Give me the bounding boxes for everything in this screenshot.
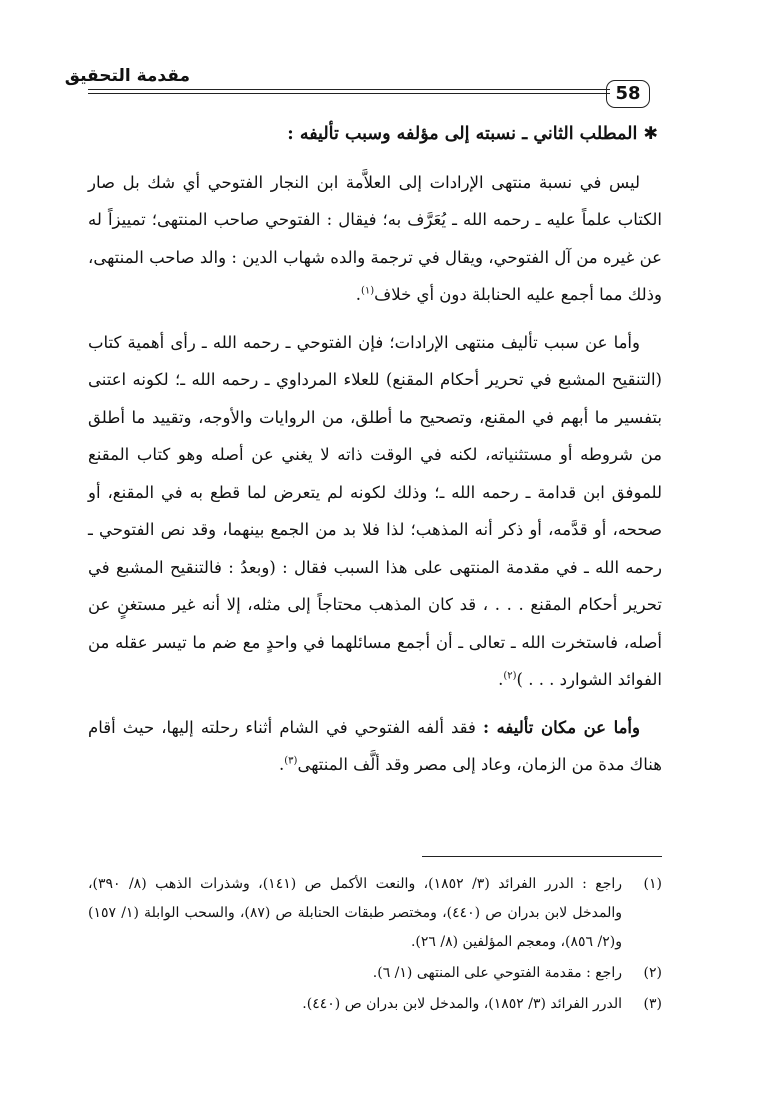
footnote-ref: (٢)	[503, 670, 517, 682]
section-heading	[88, 116, 662, 154]
footnote-number: (٣)	[643, 996, 662, 1012]
paragraph-text: وأما عن سبب تأليف منتهى الإرادات؛ فإن الفتوحي ـ رحمه الله ـ رأى أهمية كتاب (التنقيح المشبع في تحرير أحكام المقنع) للعلاء المرداوي ـ رحمه الله ـ؛ لكونه اعتنى بتفسير ما أبهم في المقنع، وتصحيح ما أطلق، من الروايات والأوجه، وتقييد ما أطلق من شروطه أو مستثنياته، لكنه في الوقت ذاته لا يغني عن أصله وهو كتاب المقنع للموفق ابن قدامة ـ رحمه الله ـ؛ وذلك لكونه لم يتعرض لما قطع به في المقنع، أو صححه، أو قدَّمه، أو ذكر أنه المذهب؛ لذا فلا بد من الجمع بينهما، وقد نص الفتوحي ـ رحمه الله ـ في مقدمة المنتهى على هذا السبب فقال : (وبعدُ : فالتنقيح المشبع في تحرير أحكام المقنع . . . ، قد كان المذهب محتاجاً إلى مثله، إلا أنه غير مستغنٍ عن أصله، فاستخرت الله ـ تعالى ـ أن أجمع مسائلهما في واحدٍ مع ضم ما تيسر عقله من الفوائد الشوارد . . . )	[88, 332, 662, 689]
footnote-number: (١)	[643, 876, 662, 892]
footnote-number: (٢)	[643, 965, 662, 981]
footnote-text: راجع : الدرر الفرائد (٣/ ١٨٥٢)، والنعت الأكمل ص (١٤١)، وشذرات الذهب (٨/ ٣٩٠)، والمدخل لابن بدران ص (٤٤٠)، ومختصر طبقات الحنابلة ص (٨٧)، والسحب الوابلة (١/ ١٥٧) و(٢/ ٨٥٦)، ومعجم المؤلفين (٨/ ٢٦).	[88, 876, 622, 950]
page-header	[64, 58, 650, 104]
paragraph-attribution	[88, 164, 662, 314]
footnote-ref: (٣)	[284, 755, 298, 767]
paragraph-tail: .	[355, 285, 361, 304]
paragraph-place	[88, 709, 662, 784]
main-text	[88, 116, 662, 794]
footnote-ref: (١)	[360, 285, 375, 297]
footnote-separator	[422, 856, 662, 857]
footnote	[88, 959, 662, 988]
header-rule-double	[88, 93, 610, 94]
paragraph-tail: .	[279, 755, 285, 774]
header-rule	[88, 89, 610, 90]
footnote	[88, 870, 662, 957]
footnote-text: راجع : مقدمة الفتوحي على المنتهى (١/ ٦).	[372, 965, 622, 981]
running-title: مقدمة التحقيق	[64, 66, 190, 86]
paragraph-reason	[88, 324, 662, 699]
paragraph-text: فقد ألفه الفتوحي في الشام أثناء رحلته إليها، حيث أقام هناك مدة من الزمان، وعاد إلى مصر وقد ألَّف المنتهى	[88, 717, 662, 774]
footnote-text: الدرر الفرائد (٣/ ١٨٥٢)، والمدخل لابن بدران ص (٤٤٠).	[302, 996, 622, 1012]
footnote	[88, 990, 662, 1019]
paragraph-tail: .	[498, 670, 504, 689]
section-heading-text: المطلب الثاني ـ نسبته إلى مؤلفه وسبب تأليفه :	[287, 124, 638, 144]
star-icon: ✱	[643, 124, 658, 144]
footnotes	[88, 870, 662, 1021]
paragraph-text: ليس في نسبة منتهى الإرادات إلى العلاَّمة ابن النجار الفتوحي أي شك بل صار الكتاب علماً عليه ـ رحمه الله ـ يُعَرَّف به؛ فيقال : الفتوحي صاحب المنتهى؛ تمييزاً له عن غيره من آل الفتوحي، ويقال في ترجمة والده شهاب الدين : والد صاحب المنتهى، وذلك مما أجمع عليه الحنابلة دون أي خلاف	[88, 172, 662, 304]
page-number: 58	[606, 80, 650, 108]
paragraph-lead: وأما عن مكان تأليفه :	[482, 717, 640, 737]
